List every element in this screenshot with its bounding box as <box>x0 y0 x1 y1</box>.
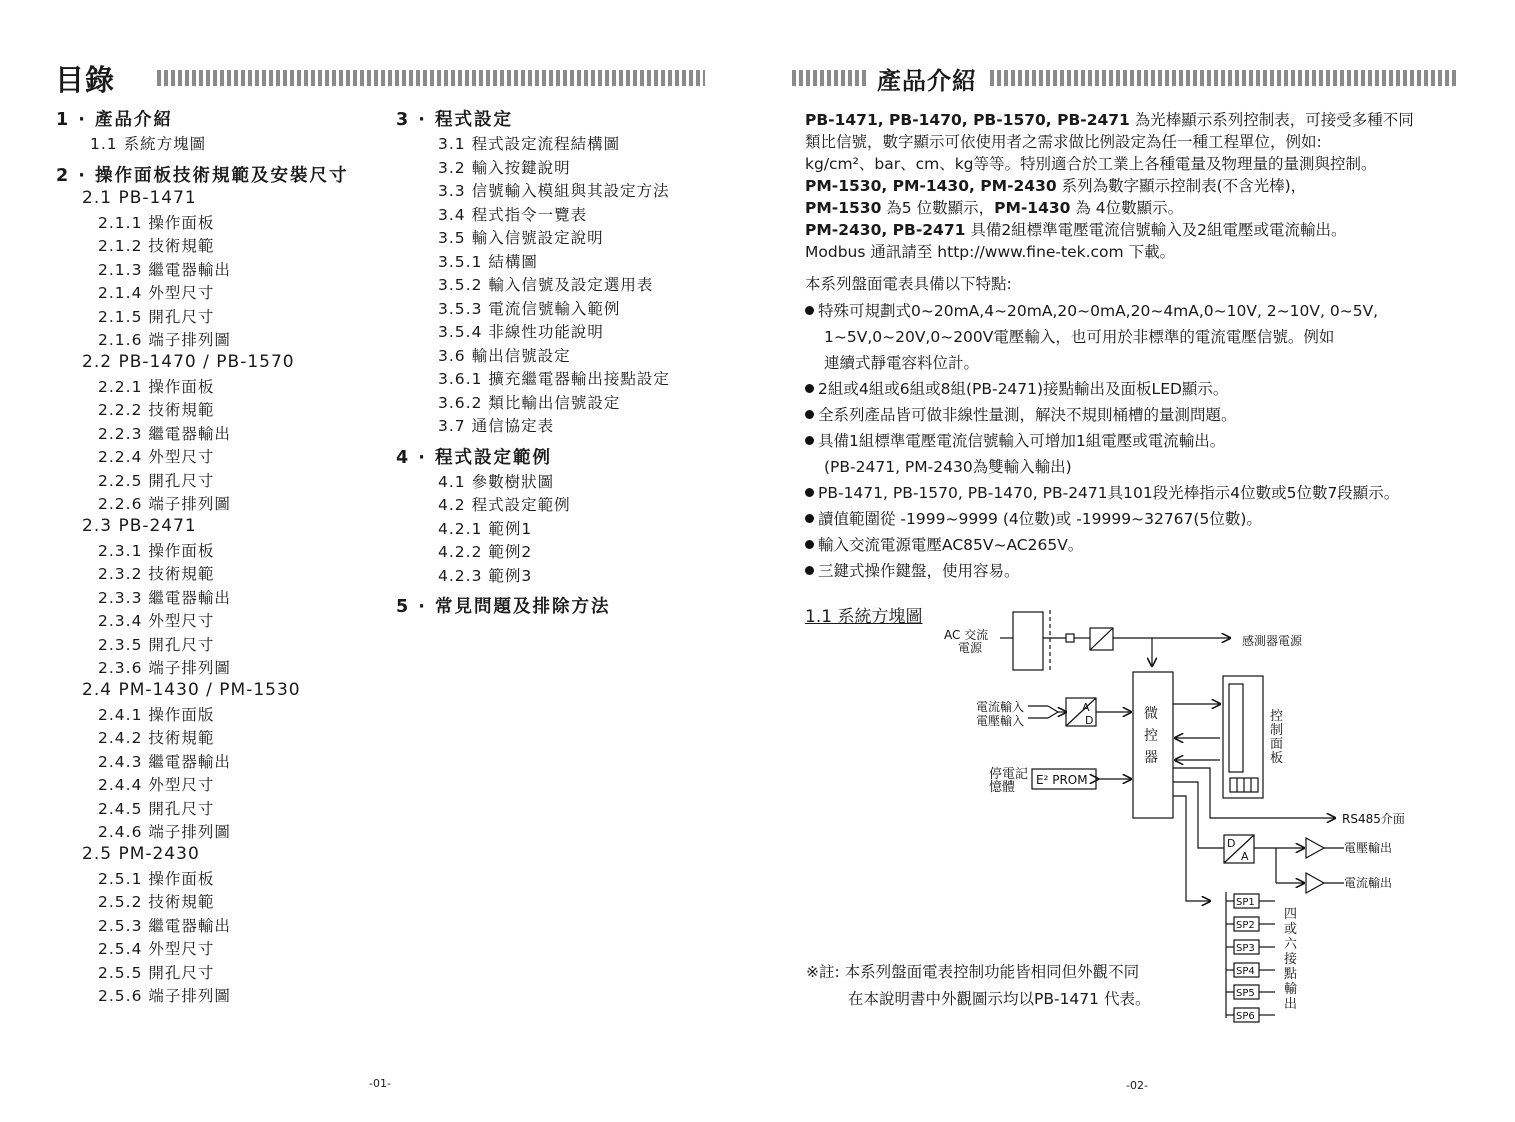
bullet-icon <box>805 540 814 549</box>
intro-line-6: 具備2組標準電壓電流信號輸入及2組電壓或電流輸出。 <box>965 221 1347 239</box>
toc-entry-sub: 3.7 通信協定表 <box>438 417 555 435</box>
toc-entry-ch: 3 · 程式設定 <box>396 110 514 130</box>
toc-entry-sub: 2.2.2 技術規範 <box>98 401 215 419</box>
toc-entry-sub: 2.3.3 繼電器輸出 <box>98 588 231 607</box>
relay-char-4: 接 <box>1284 952 1298 967</box>
bullet-icon <box>805 410 814 419</box>
feature-item-1-cont2: 連續式靜電容料位計。 <box>824 354 980 372</box>
feature-item-7: 輸入交流電源電壓AC85V~AC265V。 <box>805 532 1399 558</box>
feature-item-1-cont: 1~5V,0~20V,0~200V電壓輸入，也可用於非標準的電流電壓信號。例如 <box>824 328 1335 346</box>
toc-entry-sub: 2.5.5 開孔尺寸 <box>98 963 215 982</box>
ac-power-label-2: 電源 <box>958 641 983 655</box>
toc-entry-sub: 3.4 程式指令一覽表 <box>438 205 588 224</box>
sp1-label: SP1 <box>1236 897 1255 908</box>
toc-entry-sub: 2.4.5 開孔尺寸 <box>98 799 215 818</box>
intro-5digit: 為5 位數顯示， <box>881 199 995 217</box>
da-a: A <box>1241 850 1249 863</box>
toc-column-1 <box>56 106 349 1008</box>
da-d: D <box>1227 837 1236 850</box>
toc-entry-sec: 2.1 PB-1471 <box>82 187 197 208</box>
toc-entry-sub: 2.1.4 外型尺寸 <box>98 284 215 302</box>
toc-entry-sec: 2.5 PM-2430 <box>82 843 200 864</box>
relay-char-7: 出 <box>1284 997 1298 1012</box>
toc-entry-ch: 4 · 程式設定範例 <box>396 447 553 468</box>
panel-char-2: 制 <box>1270 723 1284 738</box>
sp4-label: SP4 <box>1236 966 1255 977</box>
ac-power-label: AC 交流 <box>944 628 989 642</box>
toc-entry-sub: 2.2.3 繼電器輸出 <box>98 424 231 443</box>
intro-pm1430: PM-1430 <box>994 199 1071 217</box>
toc-entry-ch: 1 · 產品介紹 <box>56 110 174 130</box>
toc-title: 目錄 <box>55 63 116 97</box>
sp2-label: SP2 <box>1236 920 1255 931</box>
bullet-icon <box>805 514 814 523</box>
toc-entry-sub: 2.1.6 端子排列圖 <box>98 331 231 349</box>
intro-pm-models: PM-1530, PM-1430, PM-2430 <box>805 177 1057 195</box>
toc-entry-ch: 2 · 操作面板技術規範及安裝尺寸 <box>56 165 349 186</box>
bullet-icon <box>805 306 814 315</box>
toc-column-2 <box>396 106 670 619</box>
feature-item-4-cont: (PB-2471, PM-2430為雙輸入輸出) <box>824 458 1072 476</box>
relay-char-2: 或 <box>1284 922 1298 937</box>
relay-char-6: 輸 <box>1284 982 1298 997</box>
toc-entry-sub: 3.1 程式設定流程結構圖 <box>438 135 621 153</box>
note-line-1: ※註: 本系列盤面電表控制功能皆相同但外觀不同 <box>806 963 1140 981</box>
intro-line-1: 為光棒顯示系列控制表，可接受多種不同 <box>1129 111 1414 129</box>
note-line-2: 在本說明書中外觀圖示均以PB-1471 代表。 <box>848 990 1151 1008</box>
feature-item-3: 全系列產品皆可做非線性量測，解決不規則桶槽的量測問題。 <box>805 402 1399 428</box>
intro-line-4: 系列為數字顯示控制表(不含光棒)， <box>1056 177 1307 195</box>
toc-entry-sub: 4.2.3 範例3 <box>438 566 533 585</box>
intro-models-bold: PB-1471, PB-1470, PB-1570, PB-2471 <box>805 111 1130 129</box>
mcu-char-3: 器 <box>1144 750 1158 766</box>
toc-entry-sub: 2.4.3 繼電器輸出 <box>98 752 231 771</box>
features-list <box>805 298 1399 584</box>
toc-entry-sub: 2.5.6 端子排列圖 <box>98 987 231 1005</box>
intro-dual-models: PM-2430, PB-2471 <box>805 221 966 239</box>
toc-entry-sub: 4.2 程式設定範例 <box>438 496 571 514</box>
ad-d: D <box>1085 714 1094 727</box>
intro-4digit: 為 4位數顯示。 <box>1070 199 1184 217</box>
toc-entry-ch: 5 · 常見問題及排除方法 <box>396 597 611 617</box>
toc-entry-sub: 3.5.4 非線性功能說明 <box>438 323 604 341</box>
intro-text <box>805 109 1414 263</box>
feature-item-4: 具備1組標準電壓電流信號輸入可增加1組電壓或電流輸出。 <box>805 428 1399 454</box>
toc-entry-sub: 3.5.2 輸入信號及設定選用表 <box>438 276 654 294</box>
toc-entry-sub: 2.4.2 技術規範 <box>98 729 215 747</box>
microcontroller-box <box>1133 672 1173 818</box>
sp3-label: SP3 <box>1236 943 1255 954</box>
power-module <box>1013 612 1043 670</box>
current-input-label: 電流輸入 <box>976 700 1025 714</box>
intro-pm1530: PM-1530 <box>805 199 882 217</box>
toc-entry-sub: 2.3.2 技術規範 <box>98 565 215 583</box>
toc-entry-sub: 3.2 輸入按鍵說明 <box>438 158 571 177</box>
sp6-label: SP6 <box>1236 1011 1255 1022</box>
toc-entry-sub: 3.3 信號輸入模組與其設定方法 <box>438 182 670 200</box>
toc-entry-sub: 2.5.2 技術規範 <box>98 893 215 911</box>
page-number-right: -02- <box>1126 1079 1148 1092</box>
relay-char-5: 點 <box>1284 967 1298 982</box>
diagram-title: 1.1 系統方塊圖 <box>805 607 923 627</box>
relay-char-3: 六 <box>1284 937 1298 952</box>
toc-entry-sub: 2.4.4 外型尺寸 <box>98 776 215 794</box>
panel-char-1: 控 <box>1270 709 1284 724</box>
toc-entry-sub: 2.2.4 外型尺寸 <box>98 448 215 466</box>
toc-entry-sub: 3.5.1 結構圖 <box>438 252 538 271</box>
intro-modbus: Modbus 通訊請至 http://www.fine-tek.com 下載。 <box>805 243 1176 261</box>
bullet-icon <box>805 384 814 393</box>
bullet-icon <box>805 488 814 497</box>
toc-entry-sub: 2.3.5 開孔尺寸 <box>98 635 215 654</box>
bullet-icon <box>805 436 814 445</box>
header-stripes-right <box>990 70 1458 86</box>
rs485-label: RS485介面 <box>1342 812 1405 826</box>
ad-a: A <box>1082 701 1090 714</box>
toc-entry-sec: 2.2 PB-1470 / PB-1570 <box>82 351 295 372</box>
toc-entry-sub: 2.5.1 操作面板 <box>98 869 215 888</box>
toc-entry-sub: 2.2.1 操作面板 <box>98 377 215 396</box>
page-number-left: -01- <box>369 1077 391 1090</box>
toc-entry-sub: 3.6.1 擴充繼電器輸出接點設定 <box>438 370 670 388</box>
toc-entry-sub: 2.3.1 操作面板 <box>98 541 215 560</box>
relay-char-1: 四 <box>1284 907 1298 922</box>
toc-entry-sec: 2.3 PB-2471 <box>82 515 197 536</box>
toc-entry-sub: 1.1 系統方塊圖 <box>90 135 207 153</box>
voltage-input-label: 電壓輸入 <box>976 714 1025 728</box>
toc-entry-sub: 2.4.6 端子排列圖 <box>98 823 231 841</box>
panel-char-4: 板 <box>1270 751 1284 766</box>
memory-label: 停電記 <box>989 767 1029 782</box>
feature-item-5: PB-1471, PB-1570, PB-1470, PB-2471具101段光棒指示4位數或5位數7段顯示。 <box>805 480 1399 506</box>
toc-entry-sub: 4.2.1 範例1 <box>438 519 533 538</box>
voltage-output-label: 電壓輸出 <box>1344 841 1393 855</box>
toc-entry-sub: 2.1.1 操作面板 <box>98 213 215 232</box>
sp5-label: SP5 <box>1236 988 1255 999</box>
sensor-power-label: 感測器電源 <box>1242 634 1303 648</box>
toc-entry-sub: 2.5.3 繼電器輸出 <box>98 916 231 935</box>
eprom-label: E² PROM <box>1036 773 1088 787</box>
header-stripes <box>157 70 705 86</box>
mcu-char-2: 控 <box>1144 728 1158 744</box>
intro-line-3: kg/cm²、bar、cm、kg等等。特別適合於工業上各種電量及物理量的量測與控制。 <box>805 155 1377 173</box>
panel-char-3: 面 <box>1270 737 1284 752</box>
toc-entry-sub: 4.1 參數樹狀圖 <box>438 472 555 491</box>
page-title: 產品介紹 <box>877 67 977 95</box>
header-stripes-left <box>792 70 869 86</box>
bullet-icon <box>805 566 814 575</box>
current-output-label: 電流輸出 <box>1344 876 1393 890</box>
mcu-char-1: 微 <box>1144 706 1158 722</box>
toc-entry-sub: 2.1.2 技術規範 <box>98 237 215 255</box>
toc-entry-sub: 2.5.4 外型尺寸 <box>98 940 215 958</box>
toc-entry-sub: 2.2.5 開孔尺寸 <box>98 471 215 490</box>
toc-entry-sub: 3.6 輸出信號設定 <box>438 346 571 365</box>
feature-item-6: 讀值範圍從 -1999~9999 (4位數)或 -19999~32767(5位數)。 <box>805 506 1399 532</box>
toc-entry-sub: 3.5 輸入信號設定說明 <box>438 229 604 247</box>
feature-item-8: 三鍵式操作鍵盤，使用容易。 <box>805 558 1399 584</box>
toc-entry-sub: 2.3.6 端子排列圖 <box>98 659 231 677</box>
intro-line-2: 類比信號，數字顯示可依使用者之需求做比例設定為任一種工程單位，例如: <box>805 133 1322 151</box>
toc-entry-sub: 3.5.3 電流信號輸入範例 <box>438 299 621 318</box>
toc-entry-sec: 2.4 PM-1430 / PM-1530 <box>82 679 301 700</box>
feature-item-1: 特殊可規劃式0~20mA,4~20mA,20~0mA,20~4mA,0~10V, 2~10V, 0~5V, <box>805 298 1399 324</box>
feature-item-2: 2組或4組或6組或8組(PB-2471)接點輸出及面板LED顯示。 <box>805 376 1399 402</box>
toc-entry-sub: 3.6.2 類比輸出信號設定 <box>438 393 621 412</box>
memory-label-2: 憶體 <box>989 780 1016 795</box>
toc-entry-sub: 2.1.5 開孔尺寸 <box>98 307 215 326</box>
toc-entry-sub: 2.1.3 繼電器輸出 <box>98 260 231 279</box>
features-title: 本系列盤面電表具備以下特點: <box>805 275 1012 293</box>
toc-entry-sub: 4.2.2 範例2 <box>438 543 533 561</box>
toc-entry-sub: 2.3.4 外型尺寸 <box>98 612 215 630</box>
toc-entry-sub: 2.4.1 操作面版 <box>98 705 215 724</box>
toc-entry-sub: 2.2.6 端子排列圖 <box>98 495 231 513</box>
